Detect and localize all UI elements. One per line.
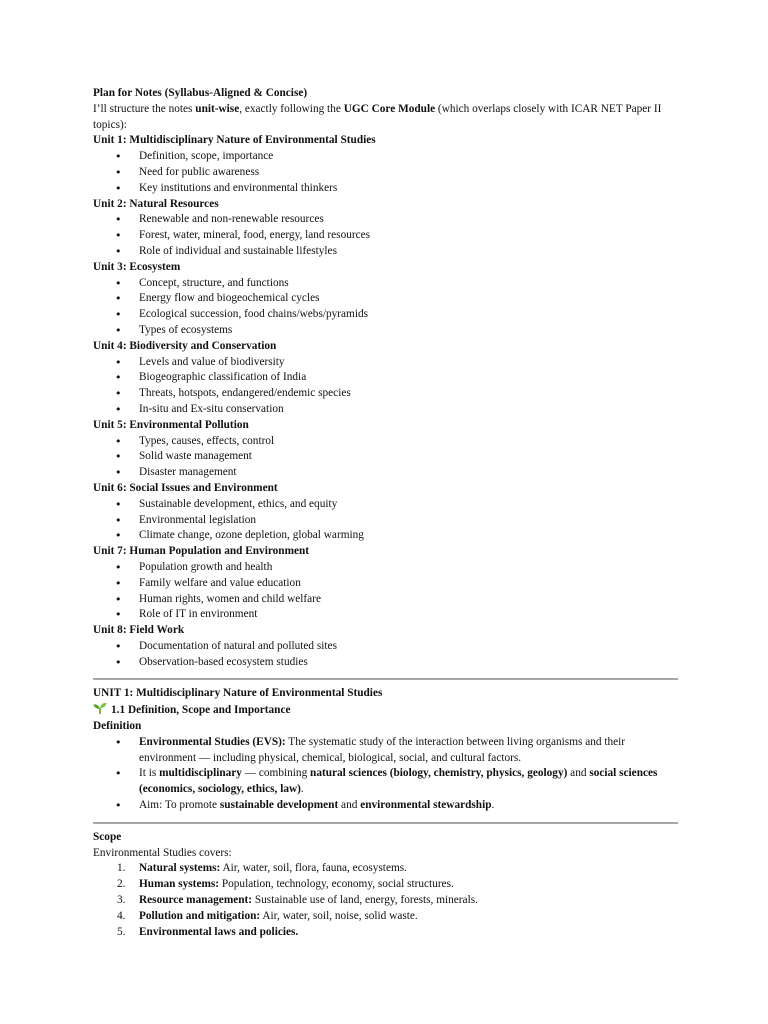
unit-list <box>93 276 678 339</box>
list-item <box>93 735 678 767</box>
def2-text-a: It is <box>139 767 160 780</box>
page-title: Plan for Notes (Syllabus-Aligned & Concise) <box>93 87 308 99</box>
scope-intro: Environmental Studies covers: <box>93 846 232 859</box>
unit-list <box>93 212 678 259</box>
subsection-heading <box>93 702 678 719</box>
list-item: • Biogeographic classification of India <box>93 370 678 386</box>
scope-item-text: Sustainable use of land, energy, forests, minerals. <box>252 894 478 907</box>
list-item <box>93 877 678 893</box>
def1-text: The systematic study of the interaction between living organisms and their environment — including physical, chemical, biological, social, and cultural factors. <box>139 735 626 764</box>
list-number: 4. <box>117 909 126 922</box>
unit-heading: Unit 3: Ecosystem <box>93 260 181 273</box>
unit-heading: Unit 8: Field Work <box>93 624 185 637</box>
unit-list <box>93 149 678 196</box>
section-heading: UNIT 1: Multidisciplinary Nature of Environmental Studies <box>93 687 383 700</box>
def2-bold-b: multidisciplinary <box>159 767 242 780</box>
list-item: • Concept, structure, and functions <box>93 276 678 292</box>
list-item: • In-situ and Ex-situ conservation <box>93 402 678 418</box>
scope-label: Scope <box>93 830 122 843</box>
unit-list <box>93 560 678 623</box>
unit-heading: Unit 1: Multidisciplinary Nature of Environmental Studies <box>93 134 376 147</box>
list-item: • Solid waste management <box>93 449 678 465</box>
list-number: 5. <box>117 925 126 938</box>
list-item <box>93 798 678 814</box>
list-item: • Types, causes, effects, control <box>93 434 678 450</box>
list-item: • Population growth and health <box>93 560 678 576</box>
list-item: • Disaster management <box>93 465 678 481</box>
list-item: • Need for public awareness <box>93 165 678 181</box>
list-number: 2. <box>117 878 126 891</box>
unit-heading: Unit 5: Environmental Pollution <box>93 418 249 431</box>
list-item <box>93 893 678 909</box>
list-item: • Threats, hotspots, endangered/endemic species <box>93 386 678 402</box>
intro-text-e: (which overlaps closely with ICAR NET Paper II topics): <box>93 102 662 131</box>
scope-item-text: Air, water, soil, noise, solid waste. <box>260 909 418 922</box>
scope-list <box>93 861 678 940</box>
horizontal-divider <box>93 678 678 680</box>
scope-item-text: Air, water, soil, flora, fauna, ecosystems. <box>220 862 407 875</box>
horizontal-divider <box>93 822 678 824</box>
list-item: • Energy flow and biogeochemical cycles <box>93 291 678 307</box>
def3-text-a: Aim: To promote <box>139 799 220 812</box>
def3-text-e: . <box>491 799 495 812</box>
scope-item-bold: Resource management: <box>139 894 253 907</box>
intro-bold-ugc: UGC Core Module <box>343 102 436 115</box>
document-page <box>93 86 678 940</box>
list-item: • Climate change, ozone depletion, global warming <box>93 528 678 544</box>
unit-heading: Unit 7: Human Population and Environment <box>93 545 310 558</box>
def2-bold-f: social sciences (economics, sociology, ethics, law) <box>139 767 658 796</box>
unit-list <box>93 355 678 418</box>
scope-item-bold: Environmental laws and policies. <box>139 925 299 938</box>
list-item: • Environmental legislation <box>93 513 678 529</box>
unit-list <box>93 497 678 544</box>
list-item: • Renewable and non-renewable resources <box>93 212 678 228</box>
list-item <box>93 909 678 925</box>
list-item: • Sustainable development, ethics, and equity <box>93 497 678 513</box>
seedling-icon <box>93 702 107 714</box>
intro-bold-unitwise: unit-wise <box>195 102 240 115</box>
unit-list <box>93 639 678 671</box>
list-item: • Ecological succession, food chains/webs/pyramids <box>93 307 678 323</box>
list-item: • Key institutions and environmental thinkers <box>93 181 678 197</box>
scope-item-bold: Natural systems: <box>139 862 221 875</box>
list-item: • Forest, water, mineral, food, energy, land resources <box>93 228 678 244</box>
unit-heading: Unit 4: Biodiversity and Conservation <box>93 339 277 352</box>
list-item: • Role of individual and sustainable lifestyles <box>93 244 678 260</box>
def2-bold-d: natural sciences (biology, chemistry, physics, geology) <box>310 767 568 780</box>
list-item: • Observation-based ecosystem studies <box>93 655 678 671</box>
list-number: 3. <box>117 894 126 907</box>
scope-item-bold: Pollution and mitigation: <box>139 909 261 922</box>
subsection-heading-text: 1.1 Definition, Scope and Importance <box>111 704 291 717</box>
list-item <box>93 925 678 941</box>
unit-list <box>93 434 678 481</box>
definition-list <box>93 735 678 814</box>
list-item <box>93 861 678 877</box>
def2-text-g: . <box>300 783 304 796</box>
list-item: • Family welfare and value education <box>93 576 678 592</box>
list-item: • Definition, scope, importance <box>93 149 678 165</box>
scope-item-bold: Human systems: <box>139 878 220 891</box>
def3-bold-d: environmental stewardship <box>360 799 492 812</box>
unit-heading: Unit 2: Natural Resources <box>93 197 219 210</box>
def1-bold: Environmental Studies (EVS): <box>139 735 286 748</box>
def2-text-c: — combining <box>241 767 311 780</box>
intro-text-a: I’ll structure the notes <box>93 102 196 115</box>
list-item: • Levels and value of biodiversity <box>93 355 678 371</box>
intro-paragraph <box>93 102 678 134</box>
scope-item-text: Population, technology, economy, social structures. <box>219 878 454 891</box>
unit-heading: Unit 6: Social Issues and Environment <box>93 481 278 494</box>
def3-text-c: and <box>338 799 361 812</box>
def2-text-e: and <box>567 767 590 780</box>
intro-text-c: , exactly following the <box>239 102 344 115</box>
def3-bold-b: sustainable development <box>219 799 339 812</box>
list-item: • Human rights, women and child welfare <box>93 592 678 608</box>
list-item: • Role of IT in environment <box>93 607 678 623</box>
list-item: • Types of ecosystems <box>93 323 678 339</box>
list-item <box>93 766 678 798</box>
list-number: 1. <box>117 862 126 875</box>
definition-label: Definition <box>93 720 142 733</box>
list-item: • Documentation of natural and polluted sites <box>93 639 678 655</box>
